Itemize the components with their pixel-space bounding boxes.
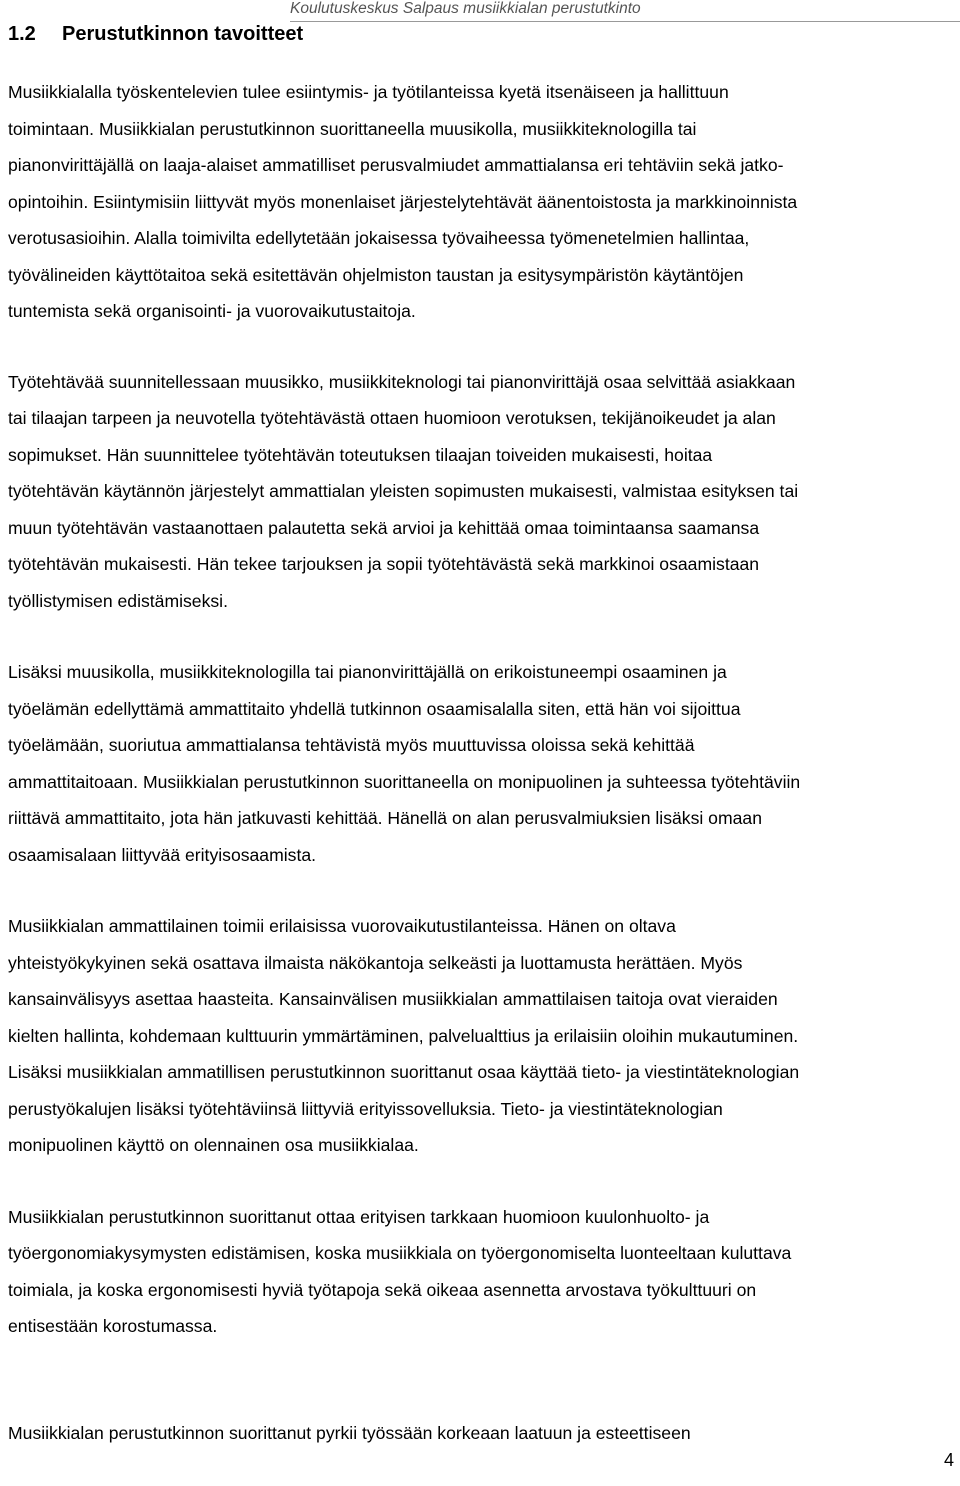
text-line: työelämän edellyttämä ammattitaito yhdellä tutkinnon osaamisalalla siten, että hän voi sijoittua: [8, 698, 741, 719]
text-line: Lisäksi muusikolla, musiikkiteknologilla tai pianonvirittäjällä on erikoistuneempi osaaminen ja: [8, 662, 727, 682]
section-title: Perustutkinnon tavoitteet: [62, 23, 304, 45]
paragraph: [8, 654, 960, 873]
text-line: ammattitaitoaan. Musiikkialan perustutkinnon suorittaneella on monipuolinen ja suhteessa työtehtäviin: [8, 771, 801, 792]
text-line: työergonomiakysymysten edistämisen, koska musiikkiala on työergonomiselta luonteeltaan kuluttava: [8, 1243, 792, 1263]
text-line: Musiikkialan perustutkinnon suorittanut ottaa erityisen tarkkaan huomioon kuulonhuolto- ja: [8, 1206, 710, 1227]
text-line: työvälineiden käyttötaitoa sekä esitettävän ohjelmiston taustan ja esitysympäristön käytäntöjen: [8, 264, 744, 285]
section-heading: [8, 20, 303, 48]
text-line: Musiikkialan ammattilainen toimii erilaisissa vuorovaikutustilanteissa. Hänen on oltava: [8, 916, 676, 936]
text-line: tai tilaajan tarpeen ja neuvotella työtehtävästä ottaen huomioon verotuksen, tekijänoikeudet ja alan: [8, 408, 776, 428]
text-line: työelämään, suoriutua ammattialansa tehtävistä myös muuttuvissa oloissa sekä kehittää: [8, 735, 695, 755]
paragraph: [8, 908, 960, 1164]
paragraph: [8, 74, 960, 330]
text-line: pianonvirittäjällä on laaja-alaiset ammatilliset perusvalmiudet ammattialansa eri tehtäviin sekä jatko-: [8, 155, 784, 175]
text-line: työtehtävän käytännön järjestelyt ammattialan yleisten sopimusten mukaisesti, valmistaa esityksen tai: [8, 481, 799, 501]
text-line: monipuolinen käyttö on olennainen osa musiikkialaa.: [8, 1135, 419, 1155]
paragraph: [8, 364, 960, 620]
text-line: riittävä ammattitaito, jota hän jatkuvasti kehittää. Hänellä on alan perusvalmiuksien lisäksi omaan: [8, 808, 762, 828]
text-line: sopimukset. Hän suunnittelee työtehtävän toteutuksen tilaajan toiveiden mukaisesti, hoitaa: [8, 444, 713, 465]
document-body: [8, 74, 960, 1486]
text-line: kansainvälisyys asettaa haasteita. Kansainvälisen musiikkialan ammattilaisen taitoja ovat vieraiden: [8, 989, 778, 1009]
text-line: Lisäksi musiikkialan ammatillisen perustutkinnon suorittanut osaa käyttää tieto- ja viestintäteknologian: [8, 1062, 800, 1082]
text-line: muun työtehtävän vastaanottaen palautetta sekä arvioi ja kehittää omaa toimintaansa saamansa: [8, 517, 760, 538]
header-rule: [290, 21, 960, 22]
paragraph: [8, 1199, 960, 1345]
paragraph: [8, 1415, 960, 1452]
text-line: toimiala, ja koska ergonomisesti hyviä työtapoja sekä oikeaa asennetta arvostava työkulttuuri on: [8, 1279, 757, 1300]
section-number: 1.2: [8, 23, 36, 45]
text-line: osaamisalaan liittyvää erityisosaamista.: [8, 844, 317, 865]
text-line: Musiikkialalla työskentelevien tulee esiintymis- ja työtilanteissa kyetä itsenäiseen ja hallittuun: [8, 82, 729, 102]
text-line: toimintaan. Musiikkialan perustutkinnon suorittaneella muusikolla, musiikkiteknologilla tai: [8, 118, 697, 139]
text-line: entisestään korostumassa.: [8, 1316, 218, 1336]
page-header: [0, 0, 960, 45]
running-header: Koulutuskeskus Salpaus musiikkialan perustutkinto: [290, 0, 641, 17]
text-line: työtehtävän mukaisesti. Hän tekee tarjouksen ja sopii työtehtävästä sekä markkinoi osaamistaan: [8, 554, 760, 574]
text-line: perustyökalujen lisäksi työtehtäviinsä liittyviä erityissovelluksia. Tieto- ja viestintäteknologian: [8, 1098, 723, 1119]
text-line: tuntemista sekä organisointi- ja vuorovaikutustaitoja.: [8, 301, 416, 321]
page-number: 4: [943, 1450, 954, 1470]
text-line: kielten hallinta, kohdemaan kulttuurin ymmärtäminen, palvelualttius ja erilaisiin oloihin mukautuminen.: [8, 1025, 799, 1046]
text-line: Musiikkialan perustutkinnon suorittanut pyrkii työssään korkeaan laatuun ja esteettiseen: [8, 1422, 691, 1443]
text-line: verotusasioihin. Alalla toimivilta edellytetään jokaisessa työvaiheessa työmenetelmien hallintaa,: [8, 228, 750, 248]
text-line: työllistymisen edistämiseksi.: [8, 590, 228, 611]
text-line: yhteistyökykyinen sekä osattava ilmaista näkökantoja selkeästi ja luottamusta herättäen. Myös: [8, 952, 743, 973]
text-line: opintoihin. Esiintymisiin liittyvät myös monenlaiset järjestelytehtävät äänentoistosta ja markkinoinnista: [8, 191, 798, 212]
text-line: Työtehtävää suunnitellessaan muusikko, musiikkiteknologi tai pianonvirittäjä osaa selvittää asiakkaan: [8, 371, 796, 392]
